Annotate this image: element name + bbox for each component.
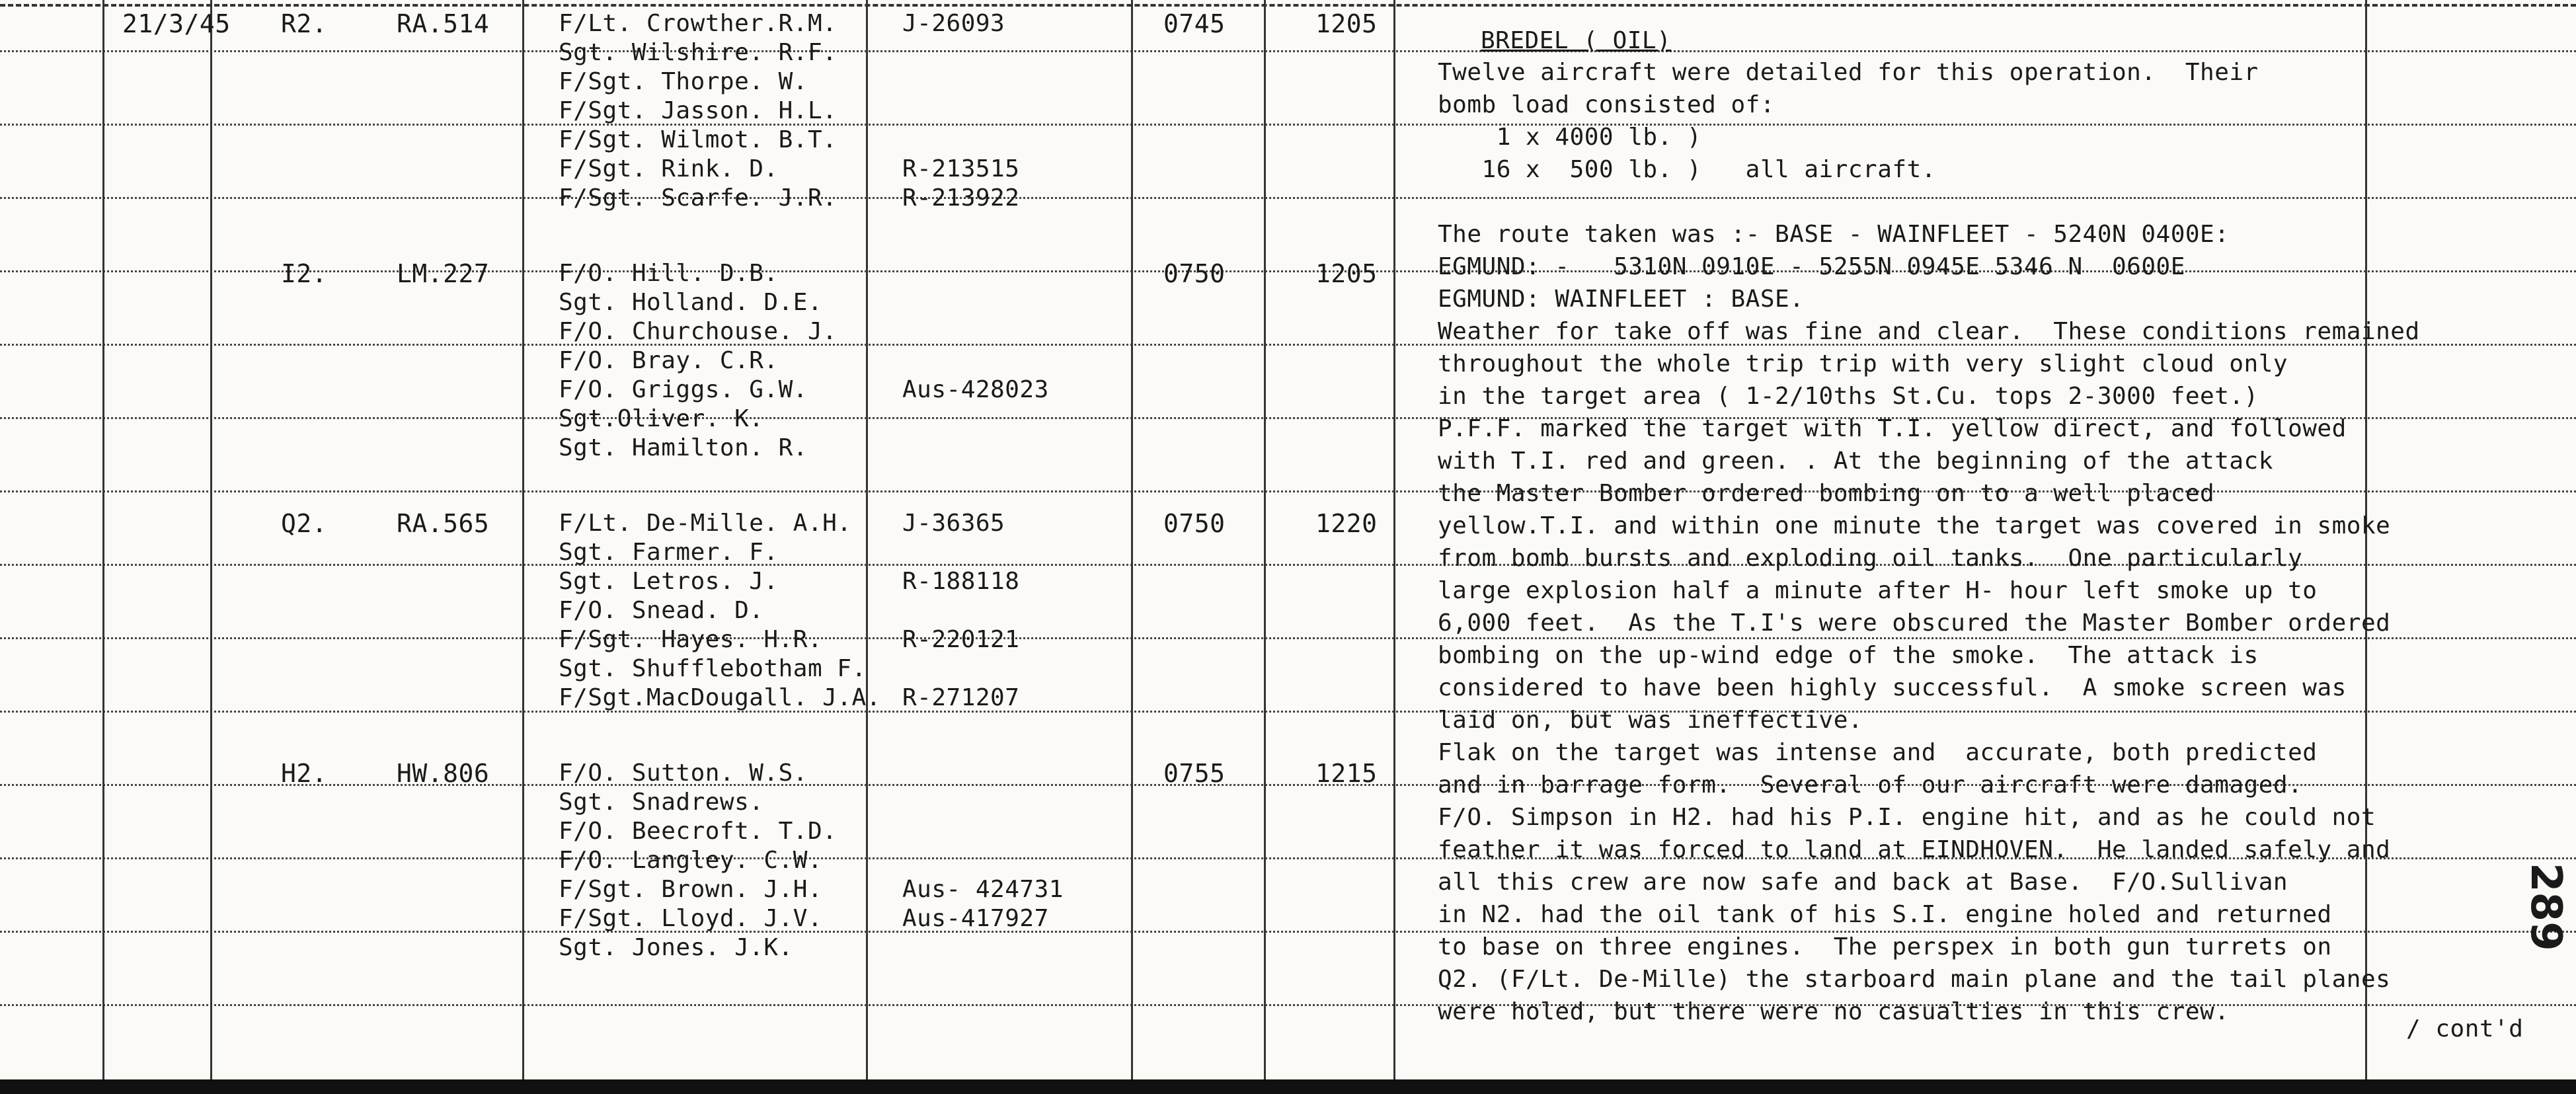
crew-member: F/O. Griggs. G.W. bbox=[559, 376, 808, 403]
crew-member: F/Lt. Crowther.R.M. bbox=[559, 10, 838, 37]
remarks-line: Q2. (F/Lt. De-Mille) the starboard main plane and the tail planes bbox=[1438, 966, 2391, 993]
column-divider bbox=[1264, 0, 1266, 1079]
column-divider bbox=[1131, 0, 1133, 1079]
column-divider bbox=[522, 0, 524, 1079]
crew-member: F/O. Snead. D. bbox=[559, 597, 764, 624]
aircraft-letter: I2. bbox=[281, 259, 328, 288]
time-down: 1215 bbox=[1315, 759, 1378, 788]
service-number: R-213922 bbox=[902, 184, 1020, 212]
aircraft-serial: RA.565 bbox=[397, 509, 490, 538]
crew-member: F/O. Sutton. W.S. bbox=[559, 760, 808, 787]
remarks-line: The route taken was :- BASE - WAINFLEET - 5240N 0400E: bbox=[1438, 221, 2230, 248]
remarks-line: 6,000 feet. As the T.I's were obscured the Master Bomber ordered bbox=[1438, 609, 2391, 637]
crew-member: F/Lt. De-Mille. A.H. bbox=[559, 510, 852, 537]
remarks-line: with T.I. red and green. . At the beginning of the attack bbox=[1438, 448, 2273, 475]
crew-member: F/O. Langley. C.W. bbox=[559, 847, 823, 874]
remarks-line: laid on, but was ineffective. bbox=[1438, 707, 1863, 734]
remarks-line: yellow.T.I. and within one minute the target was covered in smoke bbox=[1438, 512, 2391, 539]
remarks-line: to base on three engines. The perspex in both gun turrets on bbox=[1438, 933, 2332, 960]
column-divider bbox=[866, 0, 868, 1079]
crew-member: Sgt. Hamilton. R. bbox=[559, 434, 808, 461]
crew-member: F/Sgt. Hayes. H.R. bbox=[559, 626, 823, 653]
remarks-line: 1 x 4000 lb. ) bbox=[1438, 124, 1702, 151]
service-number: R-220121 bbox=[902, 626, 1020, 653]
remarks-line: Flak on the target was intense and accurate, both predicted bbox=[1438, 739, 2318, 766]
column-divider bbox=[210, 0, 212, 1079]
crew-member: Sgt. Wilshire. R.F. bbox=[559, 39, 838, 66]
crew-member: F/O. Hill. D.B. bbox=[559, 260, 779, 287]
crew-member: F/Sgt. Lloyd. J.V. bbox=[559, 905, 823, 932]
service-number: Aus-417927 bbox=[902, 905, 1049, 932]
bottom-edge bbox=[0, 1079, 2576, 1094]
crew-member: Sgt. Farmer. F. bbox=[559, 539, 779, 566]
page-number: 289 bbox=[2521, 863, 2570, 951]
crew-member: Sgt.Oliver. K. bbox=[559, 405, 764, 432]
ruled-line bbox=[0, 711, 2576, 713]
remarks-line: 16 x 500 lb. ) all aircraft. bbox=[1438, 156, 1936, 183]
crew-member: Sgt. Letros. J. bbox=[559, 568, 779, 595]
aircraft-letter: Q2. bbox=[281, 509, 328, 538]
crew-member: F/Sgt. Rink. D. bbox=[559, 155, 779, 182]
crew-member: F/Sgt. Wilmot. B.T. bbox=[559, 126, 838, 153]
crew-member: F/Sgt.MacDougall. J.A. bbox=[559, 684, 881, 711]
remarks-line: the Master Bomber ordered bombing on to a well placed bbox=[1438, 480, 2215, 507]
date-cell: 21/3/45 bbox=[122, 9, 231, 38]
time-up: 0750 bbox=[1163, 259, 1226, 288]
remarks-line: all this crew are now safe and back at Base. F/O.Sullivan bbox=[1438, 869, 2288, 896]
ruled-line bbox=[0, 124, 2576, 126]
column-divider bbox=[102, 0, 104, 1079]
ruled-line bbox=[0, 197, 2576, 199]
remarks-line: from bomb bursts and exploding oil tanks. One particularly bbox=[1438, 545, 2303, 572]
remarks-line: feather it was forced to land at EINDHOVEN. He landed safely and bbox=[1438, 836, 2391, 863]
crew-member: Sgt. Holland. D.E. bbox=[559, 289, 823, 316]
remarks-line: bomb load consisted of: bbox=[1438, 91, 1775, 118]
service-number: R-213515 bbox=[902, 155, 1020, 182]
remarks-line: F/O. Simpson in H2. had his P.I. engine hit, and as he could not bbox=[1438, 804, 2376, 831]
service-number: Aus-428023 bbox=[902, 376, 1049, 403]
service-number: J-36365 bbox=[902, 510, 1005, 537]
remarks-line: bombing on the up-wind edge of the smoke. The attack is bbox=[1438, 642, 2259, 669]
remarks-line: considered to have been highly successful. A smoke screen was bbox=[1438, 674, 2347, 701]
time-up: 0750 bbox=[1163, 509, 1226, 538]
service-number: R-271207 bbox=[902, 684, 1020, 711]
remarks-line: large explosion half a minute after H- hour left smoke up to bbox=[1438, 577, 2318, 604]
time-down: 1205 bbox=[1315, 9, 1378, 38]
column-divider bbox=[1393, 0, 1395, 1079]
crew-member: F/O. Beecroft. T.D. bbox=[559, 818, 838, 845]
remarks-line: Twelve aircraft were detailed for this operation. Their bbox=[1438, 59, 2259, 86]
ruled-line bbox=[0, 50, 2576, 52]
remarks-line: in N2. had the oil tank of his S.I. engine holed and returned bbox=[1438, 901, 2332, 928]
time-up: 0745 bbox=[1163, 9, 1226, 38]
remarks-title: BREDEL ( OIL) bbox=[1481, 27, 1672, 54]
remarks-line: were holed, but there were no casualties in this crew. bbox=[1438, 998, 2230, 1025]
time-up: 0755 bbox=[1163, 759, 1226, 788]
aircraft-letter: H2. bbox=[281, 759, 328, 788]
ruled-line bbox=[0, 270, 2576, 272]
crew-member: F/Sgt. Brown. J.H. bbox=[559, 876, 823, 903]
remarks-line: Weather for take off was fine and clear. These conditions remained bbox=[1438, 318, 2420, 345]
crew-member: F/O. Bray. C.R. bbox=[559, 347, 779, 374]
crew-member: F/O. Churchouse. J. bbox=[559, 318, 838, 345]
crew-member: Sgt. Snadrews. bbox=[559, 789, 764, 816]
crew-member: Sgt. Jones. J.K. bbox=[559, 934, 793, 961]
time-down: 1220 bbox=[1315, 509, 1378, 538]
remarks-line: EGMUND: - 5310N 0910E - 5255N 0945E 5346 N 0600E bbox=[1438, 253, 2185, 280]
remarks-line: EGMUND: WAINFLEET : BASE. bbox=[1438, 286, 1805, 313]
service-number: J-26093 bbox=[902, 10, 1005, 37]
remarks-line: in the target area ( 1-2/10ths St.Cu. tops 2-3000 feet.) bbox=[1438, 383, 2259, 410]
top-rule bbox=[0, 4, 2576, 7]
remarks-line: P.F.F. marked the target with T.I. yellow direct, and followed bbox=[1438, 415, 2347, 442]
aircraft-serial: HW.806 bbox=[397, 759, 490, 788]
time-down: 1205 bbox=[1315, 259, 1378, 288]
crew-member: Sgt. Shufflebotham F. bbox=[559, 655, 867, 682]
continued-note: / cont'd bbox=[2406, 1015, 2524, 1042]
remarks-line: throughout the whole trip trip with very slight cloud only bbox=[1438, 350, 2288, 377]
service-number: R-188118 bbox=[902, 568, 1020, 595]
remarks-line: and in barrage form. Several of our aircraft were damaged. bbox=[1438, 771, 2303, 799]
crew-member: F/Sgt. Scarfe. J.R. bbox=[559, 184, 838, 212]
service-number: Aus- 424731 bbox=[902, 876, 1064, 903]
aircraft-letter: R2. bbox=[281, 9, 328, 38]
aircraft-serial: RA.514 bbox=[397, 9, 490, 38]
crew-member: F/Sgt. Thorpe. W. bbox=[559, 68, 808, 95]
aircraft-serial: LM.227 bbox=[397, 259, 490, 288]
crew-member: F/Sgt. Jasson. H.L. bbox=[559, 97, 838, 124]
